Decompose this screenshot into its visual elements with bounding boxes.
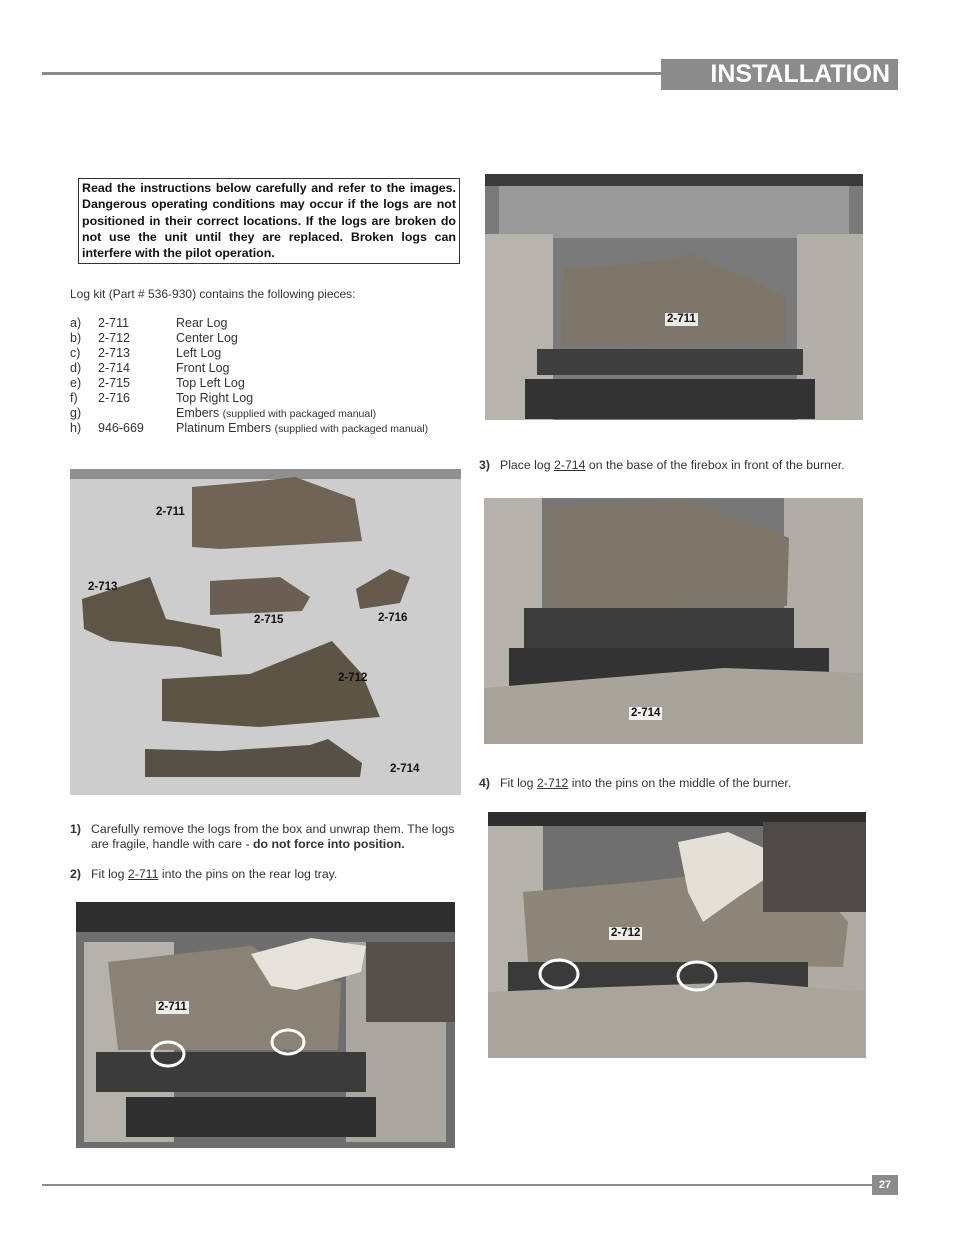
step-3: 3) Place log 2-714 on the base of the firebox in front of the burner. (479, 458, 845, 472)
part-link-2-714[interactable]: 2-714 (554, 458, 586, 472)
list-item: e) 2-715 Top Left Log (70, 376, 245, 390)
log-label-2-713: 2-713 (88, 581, 118, 593)
list-item: c) 2-713 Left Log (70, 346, 222, 360)
log-label-2-714: 2-714 (631, 707, 661, 719)
step-4: 4) Fit log 2-712 into the pins on the middle of the burner. (479, 776, 792, 790)
warning-box: Read the instructions below carefully and refer to the images. Dangerous operating conditions may occur if the logs are not positioned in their correct locations. If the logs are broken do not use the unit until they are replaced. Broken logs can interfere with the pilot operation. (78, 178, 460, 264)
log-kit-intro: Log kit (Part # 536-930) contains the following pieces: (70, 287, 356, 301)
part-link-2-712[interactable]: 2-712 (536, 776, 569, 790)
log-kit-parts-list (70, 316, 470, 436)
header-rule (42, 72, 662, 75)
section-title: INSTALLATION (661, 59, 898, 90)
log-label-2-712: 2-712 (338, 672, 368, 684)
log-label-2-715: 2-715 (254, 614, 284, 626)
logs-layout-photo (70, 469, 461, 795)
rear-log-photo (485, 174, 863, 420)
list-item: h) 946-669 Platinum Embers (supplied with packaged manual) (70, 421, 429, 435)
log-label-2-711: 2-711 (158, 1001, 187, 1013)
list-item: b) 2-712 Center Log (70, 331, 238, 345)
log-label-2-714: 2-714 (390, 763, 420, 775)
log-label-2-712: 2-712 (611, 927, 641, 939)
part-link-2-711[interactable]: 2-711 (127, 867, 159, 881)
step2-photo (76, 902, 455, 1148)
log-label-2-716: 2-716 (378, 612, 408, 624)
log-label-2-711: 2-711 (156, 506, 185, 518)
list-item: a) 2-711 Rear Log (70, 316, 228, 330)
list-item: f) 2-716 Top Right Log (70, 391, 254, 405)
footer-rule (42, 1184, 872, 1186)
page-number: 27 (872, 1175, 898, 1195)
step4-photo (488, 812, 866, 1058)
step-1: 1) Carefully remove the logs from the box and unwrap them. The logs are fragile, handle with care - do not force into position. (70, 822, 455, 851)
step3-photo (484, 498, 863, 744)
log-label-2-711: 2-711 (667, 313, 696, 325)
list-item: g) Embers (supplied with packaged manual) (70, 406, 377, 420)
step-2: 2) Fit log 2-711 into the pins on the rear log tray. (70, 867, 338, 881)
list-item: d) 2-714 Front Log (70, 361, 230, 375)
